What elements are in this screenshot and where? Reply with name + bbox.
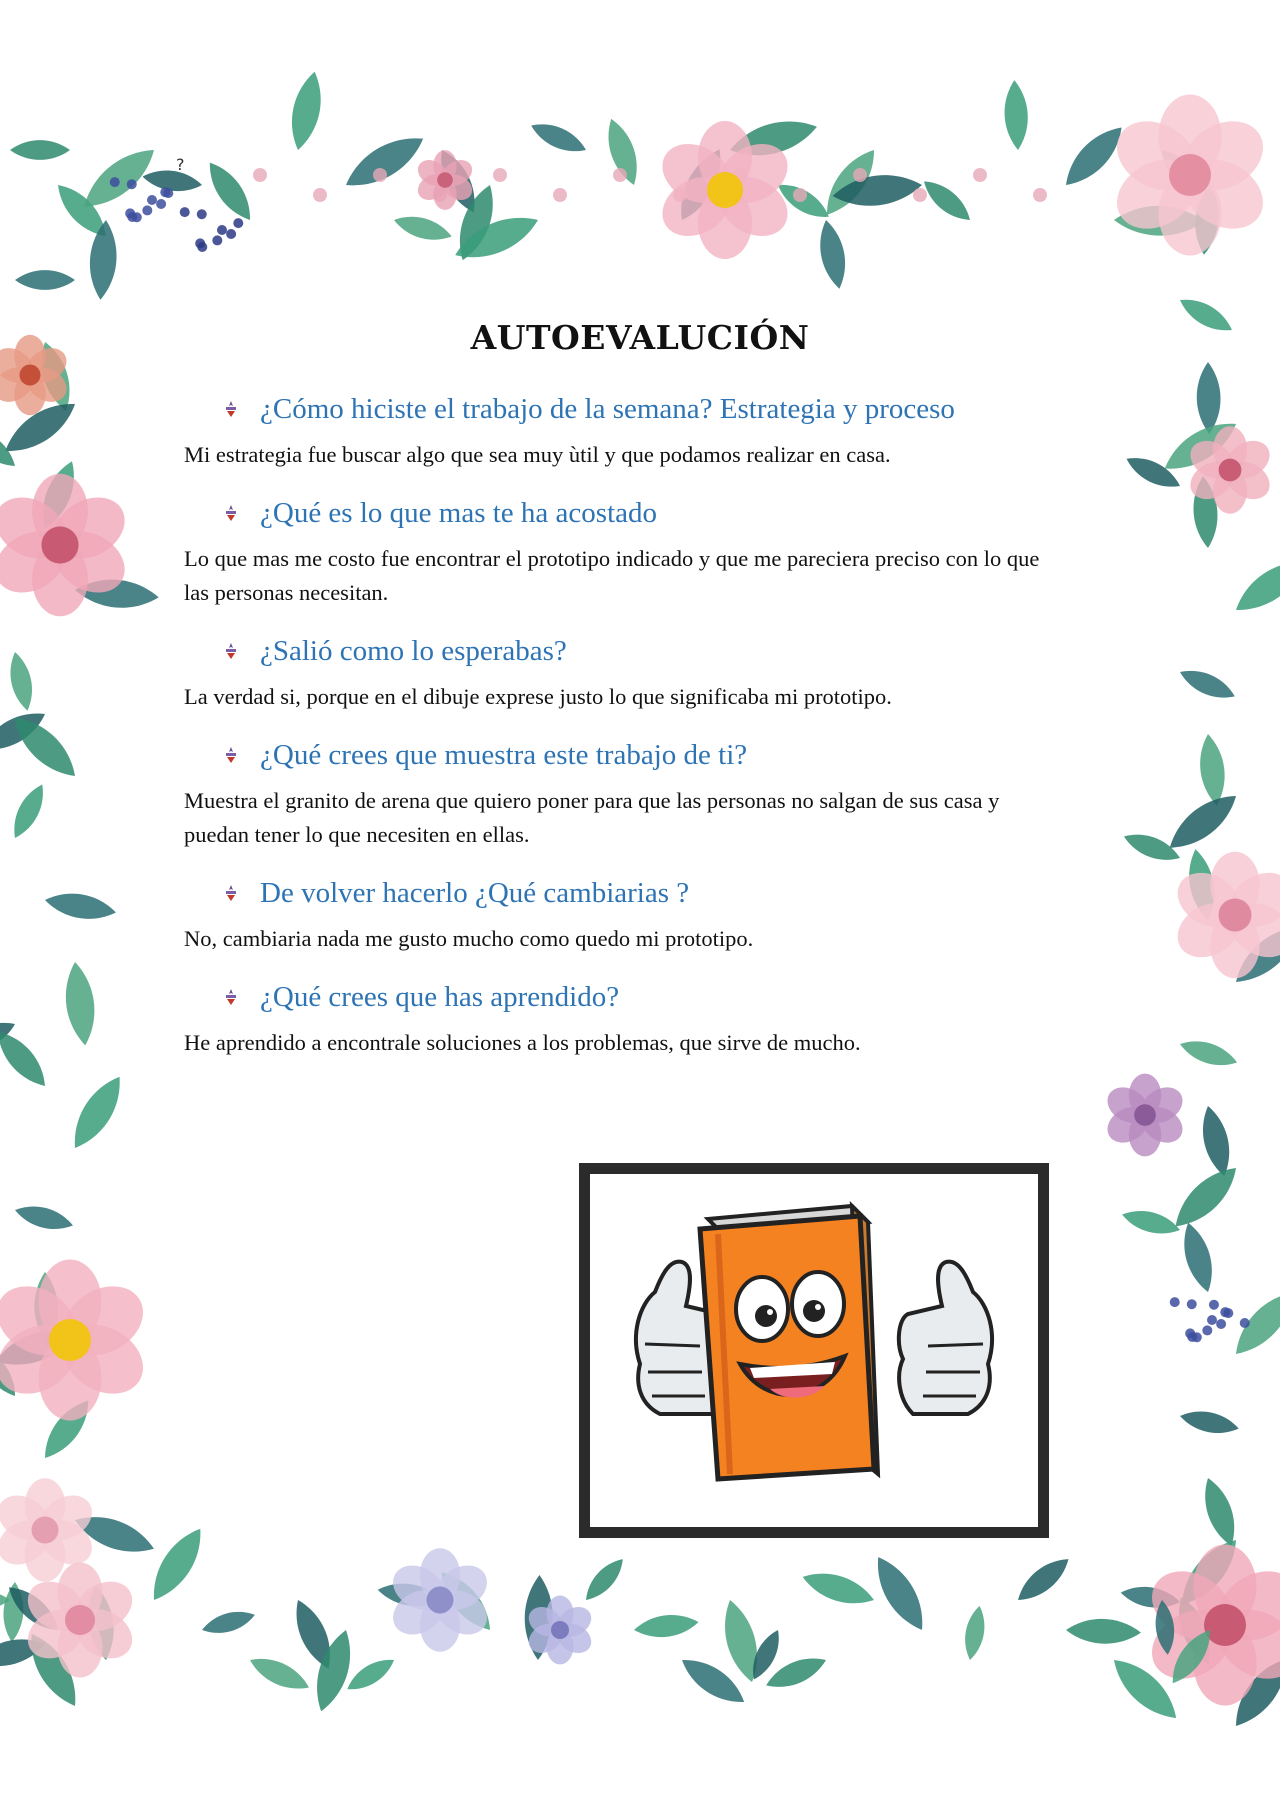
question-item [184,380,1064,438]
leaf-icon [1226,1283,1280,1363]
berry-icon [233,218,243,228]
berry-icon [1187,1299,1197,1309]
leaf-icon [6,780,51,842]
berry-icon [1209,1300,1219,1310]
leaf-icon [1177,1035,1240,1072]
leaf-icon [527,117,590,159]
leaf-icon [245,1650,313,1697]
berry-icon [197,242,207,252]
bullet-icon [224,747,238,763]
leaf-icon [579,1553,629,1606]
flower-icon [0,1260,155,1421]
question-item [184,484,1064,542]
leaf-icon [1177,1220,1220,1296]
question-text: De volver hacerlo ¿Qué cambiarias ? [260,876,690,909]
question-text: ¿Salió como lo esperabas? [260,634,567,667]
berry-icon [180,207,190,217]
berry-icon [217,225,227,235]
leaf-icon [866,1550,934,1637]
answer-text: Lo que mas me costo fue encontrar el prototipo indicado y que me pareciera preciso con lo que las personas necesitan. [184,546,1040,605]
berry-icon [142,205,152,215]
leaf-icon [918,174,977,228]
leaf-icon [1003,79,1030,150]
leaf-icon [633,1611,700,1640]
leaf-icon [338,126,430,198]
qa-section [184,380,1064,1072]
question-text: ¿Qué crees que muestra este trabajo de ti? [260,738,748,771]
leaf-icon [1176,663,1239,705]
bullet-icon [224,989,238,1005]
leaf-icon [391,210,454,246]
question-item [184,622,1064,680]
leaf-icon [285,69,327,153]
leaf-icon [1196,362,1221,434]
leaf-icon [5,708,85,786]
question-item [184,864,1064,922]
answer-text: La verdad si, porque en el dibuje exprese justo lo que significaba mi prototipo. [184,684,892,709]
question-text: ¿Qué crees que has aprendido? [260,980,620,1013]
right-thumbs-up-hand [899,1262,992,1414]
bud-icon [793,188,807,202]
bud-icon [253,168,267,182]
leaf-icon [1196,1103,1235,1178]
leaf-icon [815,218,851,291]
berry-icon [197,209,207,219]
page-title: AUTOEVALUCIÓN [470,318,810,357]
answer-text: No, cambiaria nada me gusto mucho como quedo mi prototipo. [184,926,754,951]
leaf-icon [1196,733,1228,807]
leaf-icon [1197,1474,1243,1550]
berry-icon [110,177,120,187]
leaf-icon [63,1069,131,1155]
question-item [184,726,1064,784]
leaf-icon [61,960,99,1047]
berry-icon [1216,1319,1226,1329]
leaf-icon [1066,1618,1142,1645]
bud-icon [553,188,567,202]
leaf-icon [1228,550,1280,621]
leaf-icon [1011,1551,1075,1609]
flower-icon [1101,1074,1189,1157]
berry-icon [147,195,157,205]
leaf-icon [142,1521,212,1608]
bud-icon [973,168,987,182]
book-illustration-frame [579,1163,1049,1538]
question-text: ¿Qué es lo que mas te ha acostado [260,496,657,529]
bullet-icon [224,401,238,417]
bud-icon [493,168,507,182]
bud-icon [1033,188,1047,202]
leaf-icon [1119,1205,1182,1240]
question-item [184,968,1064,1026]
leaf-icon [200,156,259,227]
berry-icon [160,187,170,197]
answer-text: Mi estrategia fue buscar algo que sea muy ùtil y que podamos realizar en casa. [184,442,891,467]
bud-icon [913,188,927,202]
berry-icon [1240,1318,1250,1328]
bullet-icon [224,643,238,659]
answer-text: He aprendido a encontrale soluciones a los problemas, que sirve de mucho. [184,1030,861,1055]
berry-icon [1192,1332,1202,1342]
berry-icon [1170,1297,1180,1307]
book-mascot-icon [590,1174,1038,1527]
question-text: ¿Cómo hiciste el trabajo de la semana? Estrategia y proceso [260,392,955,425]
leaf-icon [0,1024,54,1094]
leaf-icon [343,1652,399,1697]
berry-icon [1207,1315,1217,1325]
answer-text: Muestra el granito de arena que quiero poner para que las personas no salgan de sus casa y puedan tener lo que necesiten en ellas. [184,788,1000,847]
leaf-icon [15,270,75,290]
leaf-icon [1161,785,1244,859]
leaf-icon [799,1565,878,1612]
berry-icon [1220,1307,1230,1317]
leaf-icon [43,888,118,924]
leaf-icon [12,1200,75,1235]
leaf-icon [1178,1406,1241,1438]
leaf-icon [199,1606,257,1639]
leaf-icon [5,650,37,713]
berry-icon [212,235,222,245]
berry-icon [156,199,166,209]
bud-icon [373,168,387,182]
berry-icon [127,179,137,189]
berry-icon [226,229,236,239]
bud-icon [313,188,327,202]
leaf-icon [1166,1158,1246,1236]
leaf-icon [961,1604,988,1661]
bullet-icon [224,885,238,901]
bud-icon [613,168,627,182]
bud-icon [853,168,867,182]
stray-mark: ? [176,155,185,174]
berry-icon [132,212,142,222]
bullet-icon [224,505,238,521]
berry-icon [1202,1325,1212,1335]
leaf-icon [10,140,70,160]
flower-icon [1105,95,1276,256]
